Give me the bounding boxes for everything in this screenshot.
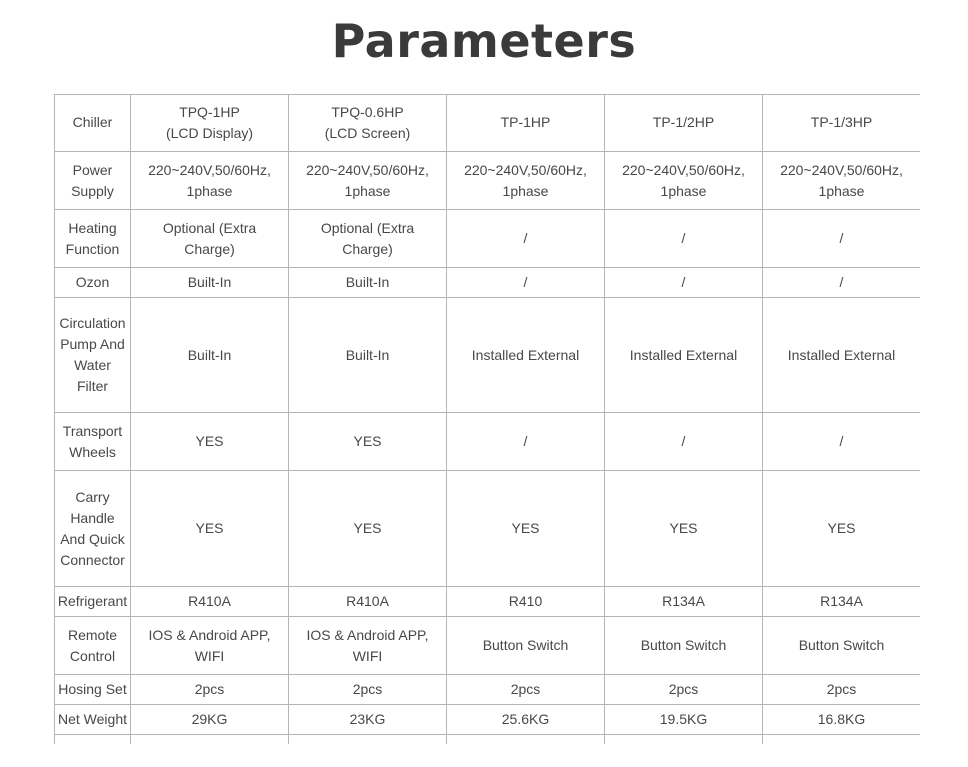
header-row — [55, 95, 921, 152]
table-cell: Installed External — [605, 298, 763, 413]
header-model: TP-1HP — [447, 95, 605, 152]
table-cell: Button Switch — [447, 617, 605, 675]
table-cell: / — [605, 210, 763, 268]
table-cell: R134A — [763, 587, 921, 617]
table-cell — [763, 735, 921, 745]
table-cell: 19.5KG — [605, 705, 763, 735]
table-cell: / — [763, 268, 921, 298]
row-label: Net Weight — [55, 705, 131, 735]
table-row — [55, 268, 921, 298]
table-cell: Built-In — [131, 298, 289, 413]
table-cell: R134A — [605, 587, 763, 617]
header-model: TP-1/3HP — [763, 95, 921, 152]
table-cell: / — [447, 268, 605, 298]
header-label: Chiller — [55, 95, 131, 152]
table-cell: 29KG — [131, 705, 289, 735]
table-cell: 25.6KG — [447, 705, 605, 735]
table-cell: 220~240V,50/60Hz, 1phase — [605, 152, 763, 210]
table-cell — [605, 735, 763, 745]
table-cell: Built-In — [289, 298, 447, 413]
row-label: Ozon — [55, 268, 131, 298]
table-cell: Optional (Extra Charge) — [131, 210, 289, 268]
header-model: TPQ-0.6HP (LCD Screen) — [289, 95, 447, 152]
table-body — [55, 95, 921, 745]
table-cell: Optional (Extra Charge) — [289, 210, 447, 268]
row-label: Heating Function — [55, 210, 131, 268]
table-cell: Built-In — [131, 268, 289, 298]
table-cell: 2pcs — [289, 675, 447, 705]
table-cell: R410A — [289, 587, 447, 617]
table-row-partial — [55, 735, 921, 745]
table-cell: Installed External — [763, 298, 921, 413]
table-cell: Button Switch — [763, 617, 921, 675]
table-cell: 2pcs — [763, 675, 921, 705]
table-cell: / — [605, 268, 763, 298]
parameters-table-container[interactable] — [54, 94, 920, 744]
table-cell: YES — [763, 471, 921, 587]
row-label: Transport Wheels — [55, 413, 131, 471]
table-cell: 23KG — [289, 705, 447, 735]
table-row — [55, 210, 921, 268]
table-cell: Installed External — [447, 298, 605, 413]
table-cell: YES — [447, 471, 605, 587]
row-label: Circulation Pump And Water Filter — [55, 298, 131, 413]
table-cell — [55, 735, 131, 745]
table-cell: 2pcs — [447, 675, 605, 705]
table-cell: / — [763, 413, 921, 471]
table-cell: / — [605, 413, 763, 471]
table-row — [55, 587, 921, 617]
table-cell: Built-In — [289, 268, 447, 298]
table-cell: 220~240V,50/60Hz, 1phase — [763, 152, 921, 210]
table-cell: 16.8KG — [763, 705, 921, 735]
table-cell: IOS & Android APP, WIFI — [289, 617, 447, 675]
table-cell: YES — [131, 471, 289, 587]
header-model: TP-1/2HP — [605, 95, 763, 152]
table-cell — [447, 735, 605, 745]
table-cell: R410 — [447, 587, 605, 617]
row-label: Remote Control — [55, 617, 131, 675]
table-cell: IOS & Android APP, WIFI — [131, 617, 289, 675]
parameters-table — [54, 94, 920, 744]
table-row — [55, 675, 921, 705]
page-title: Parameters — [331, 14, 637, 68]
table-cell: / — [447, 413, 605, 471]
table-cell: YES — [605, 471, 763, 587]
row-label: Carry Handle And Quick Connector — [55, 471, 131, 587]
table-cell: / — [447, 210, 605, 268]
row-label: Power Supply — [55, 152, 131, 210]
table-cell — [131, 735, 289, 745]
table-cell: YES — [289, 471, 447, 587]
table-cell — [289, 735, 447, 745]
row-label: Refrigerant — [55, 587, 131, 617]
table-cell: Button Switch — [605, 617, 763, 675]
table-cell: 220~240V,50/60Hz, 1phase — [289, 152, 447, 210]
table-cell: / — [763, 210, 921, 268]
table-cell: YES — [131, 413, 289, 471]
table-cell: R410A — [131, 587, 289, 617]
table-row — [55, 413, 921, 471]
table-cell: 2pcs — [605, 675, 763, 705]
table-row — [55, 471, 921, 587]
header-model: TPQ-1HP (LCD Display) — [131, 95, 289, 152]
table-row — [55, 152, 921, 210]
table-row — [55, 298, 921, 413]
table-cell: 2pcs — [131, 675, 289, 705]
table-row — [55, 617, 921, 675]
table-cell: YES — [289, 413, 447, 471]
table-row — [55, 705, 921, 735]
row-label: Hosing Set — [55, 675, 131, 705]
table-cell: 220~240V,50/60Hz, 1phase — [447, 152, 605, 210]
table-cell: 220~240V,50/60Hz, 1phase — [131, 152, 289, 210]
